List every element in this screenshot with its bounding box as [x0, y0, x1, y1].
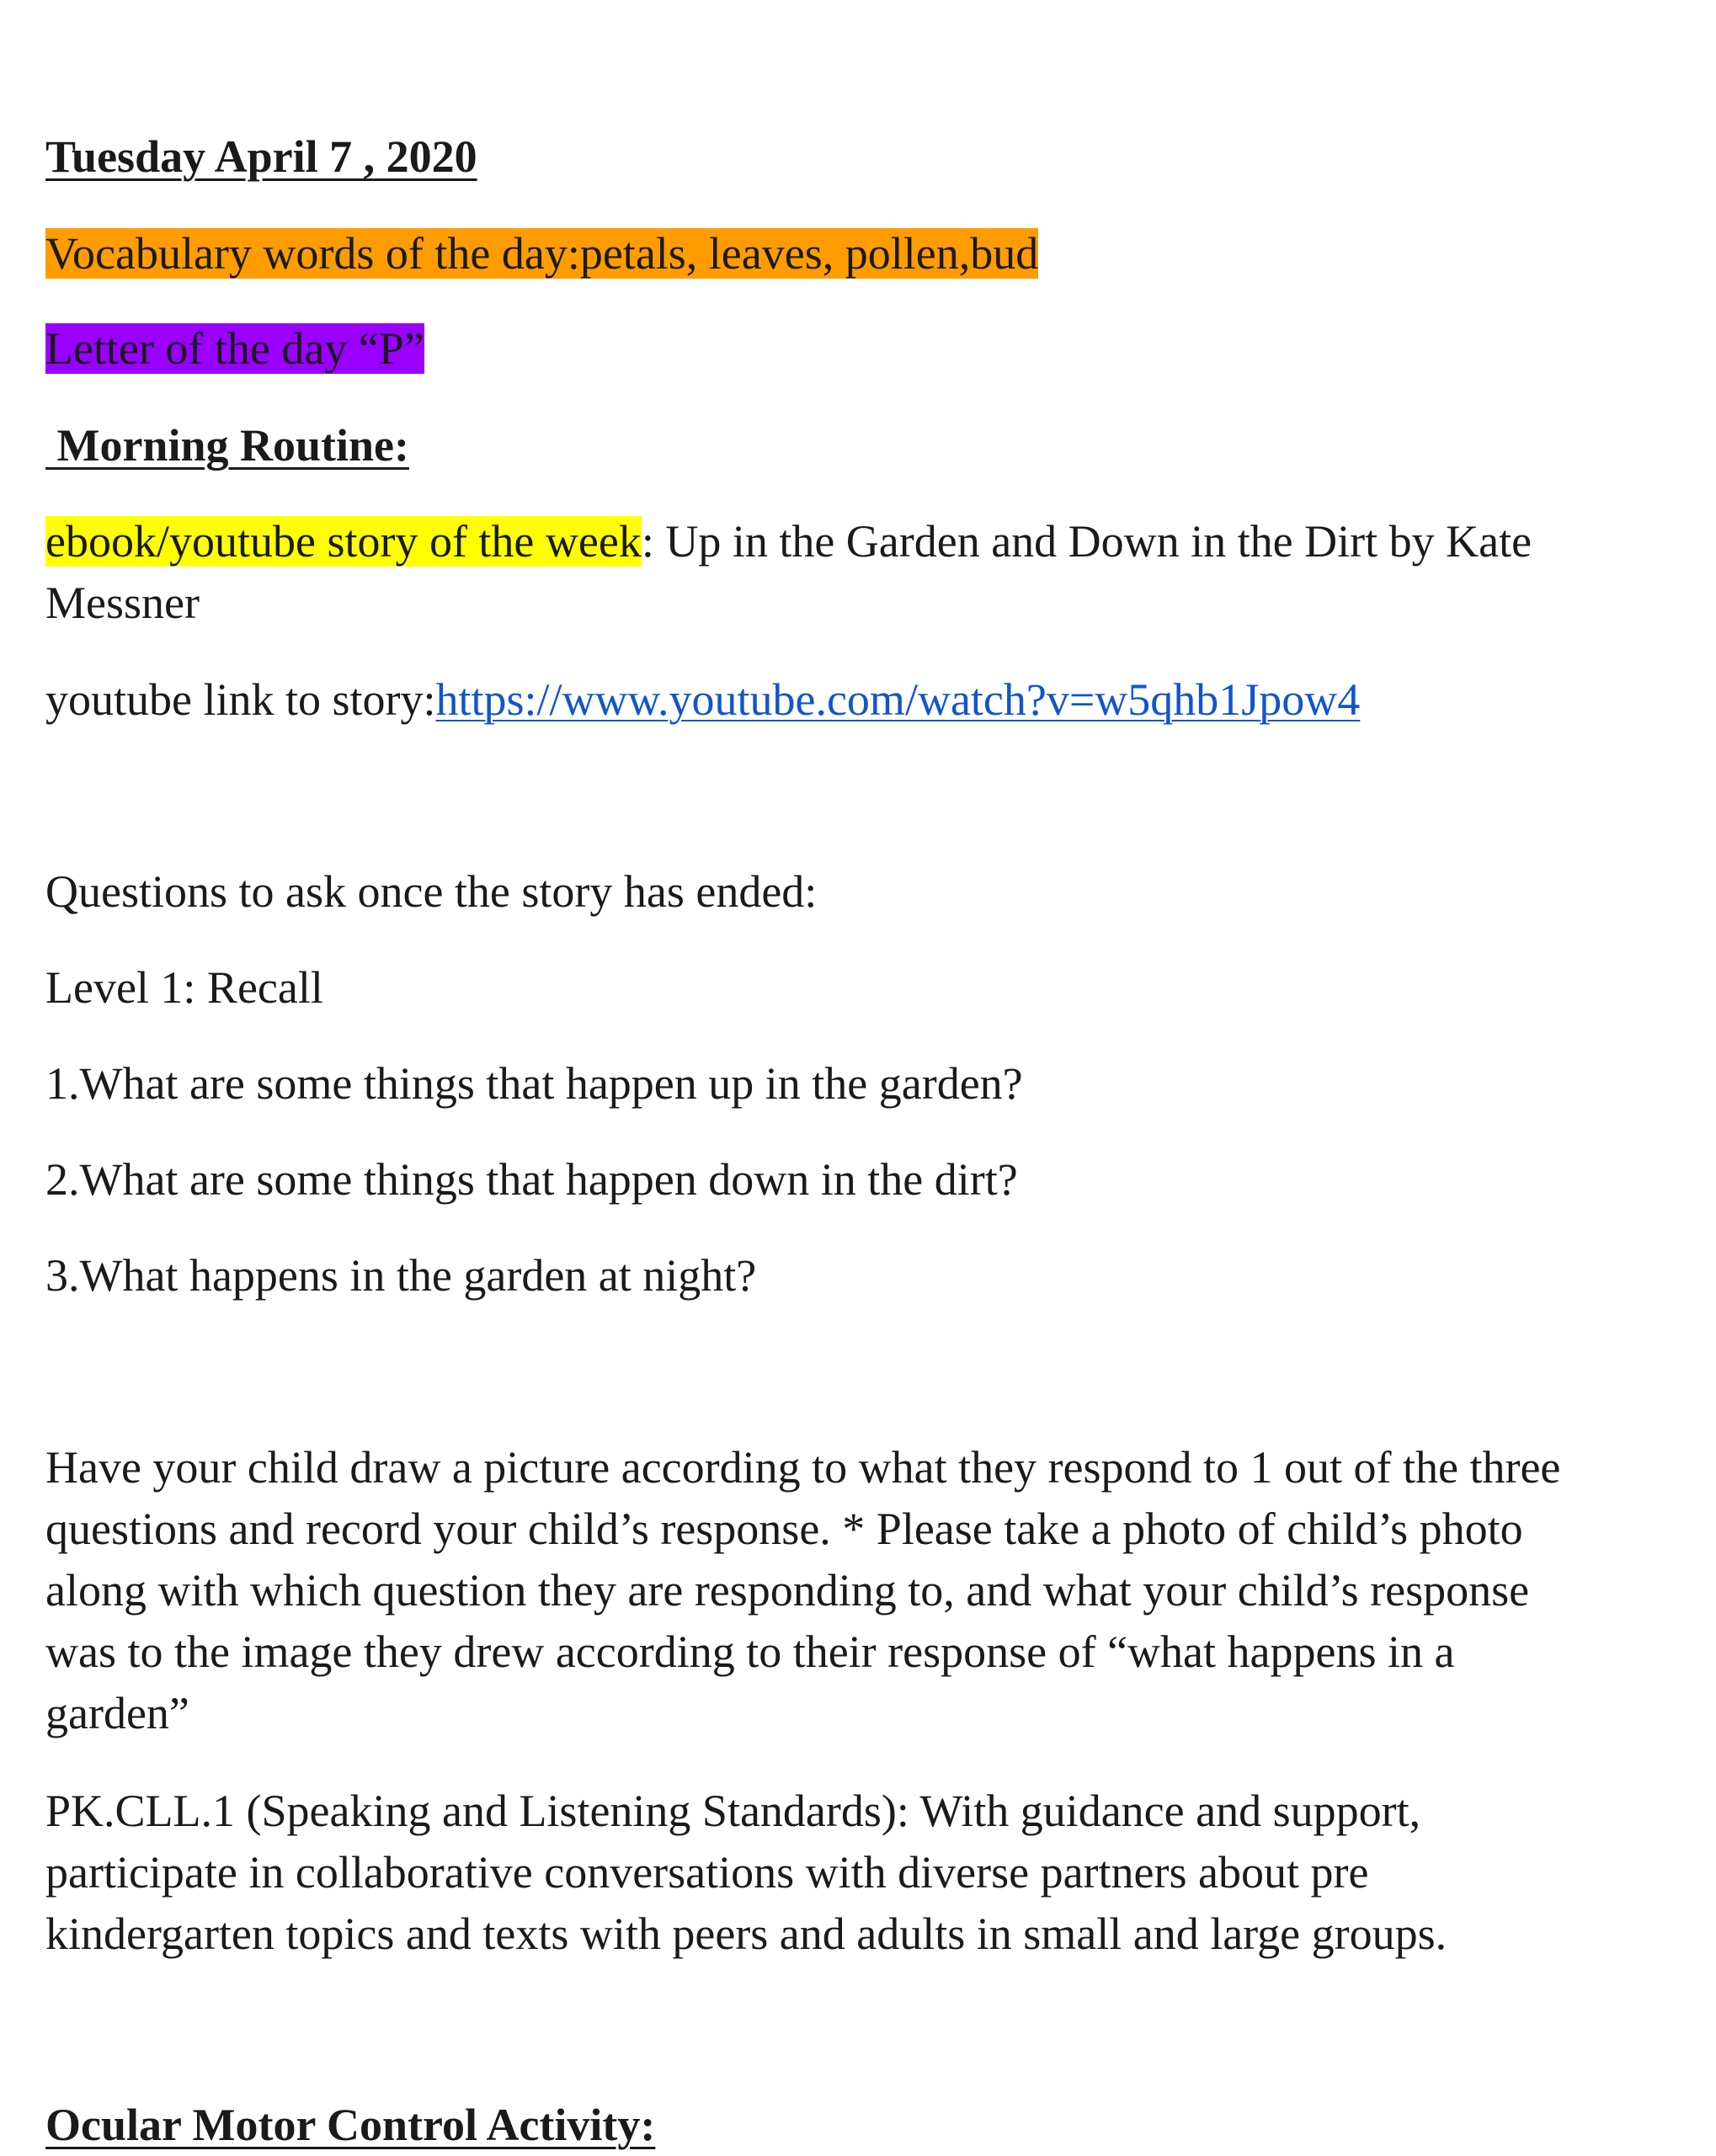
story-author-continued: Messner [45, 578, 200, 628]
standard-line [45, 1903, 1447, 1965]
story-title: : Up in the Garden and Down in the Dirt by Kate [641, 516, 1532, 567]
vocabulary-highlight: Vocabulary words of the day:petals, leaves, pollen,bud [45, 228, 1039, 279]
standard-line-3: kindergarten topics and texts with peers and adults in small and large groups. [45, 1908, 1447, 1959]
standard-line [45, 1842, 1368, 1903]
standard-line [45, 1781, 1420, 1842]
instructions-line [45, 1621, 1454, 1683]
instructions-line-2: questions and record your child’s response. * Please take a photo of child’s photo [45, 1504, 1523, 1554]
level-label-text: Level 1: Recall [45, 962, 323, 1013]
standard-line-1: PK.CLL.1 (Speaking and Listening Standards): With guidance and support, [45, 1786, 1421, 1836]
date-heading-text: Tuesday April 7 , 2020 [45, 131, 477, 182]
morning-routine-heading-text: Morning Routine: [45, 420, 409, 471]
questions-intro [45, 861, 817, 923]
question-item [45, 1149, 1018, 1211]
youtube-link-line [45, 669, 1360, 731]
instructions-line [45, 1499, 1523, 1560]
instructions-line-1: Have your child draw a picture according to what they respond to 1 out of the three [45, 1442, 1561, 1493]
question-1: 1.What are some things that happen up in the garden? [45, 1058, 1023, 1109]
instructions-line-4: was to the image they drew according to their response of “what happens in a [45, 1626, 1455, 1677]
youtube-link[interactable]: https://www.youtube.com/watch?v=w5qhb1Jpow4 [435, 674, 1361, 725]
instructions-line [45, 1683, 189, 1744]
story-line [45, 511, 1532, 572]
questions-intro-text: Questions to ask once the story has ended: [45, 866, 818, 917]
instructions-line-3: along with which question they are responding to, and what your child’s response [45, 1565, 1530, 1616]
story-label-highlight: ebook/youtube story of the week [45, 516, 642, 567]
question-item [45, 1245, 756, 1307]
instructions-line-5: garden” [45, 1688, 189, 1738]
level-label [45, 957, 323, 1019]
question-3: 3.What happens in the garden at night? [45, 1250, 757, 1301]
question-item [45, 1053, 1023, 1115]
standard-line-2: participate in collaborative conversations with diverse partners about pre [45, 1847, 1369, 1898]
instructions-line [45, 1437, 1560, 1499]
ocular-motor-heading [45, 2095, 655, 2156]
date-heading [45, 126, 477, 188]
question-2: 2.What are some things that happen down in the dirt? [45, 1154, 1018, 1205]
letter-of-day-line [45, 318, 424, 380]
vocabulary-line [45, 223, 1038, 285]
story-line-continued [45, 572, 200, 634]
instructions-line [45, 1560, 1529, 1621]
ocular-motor-heading-text: Ocular Motor Control Activity: [45, 2100, 656, 2150]
letter-of-day-highlight: Letter of the day “P” [45, 323, 424, 374]
youtube-link-label: youtube link to story: [45, 674, 436, 725]
morning-routine-heading [45, 415, 409, 476]
